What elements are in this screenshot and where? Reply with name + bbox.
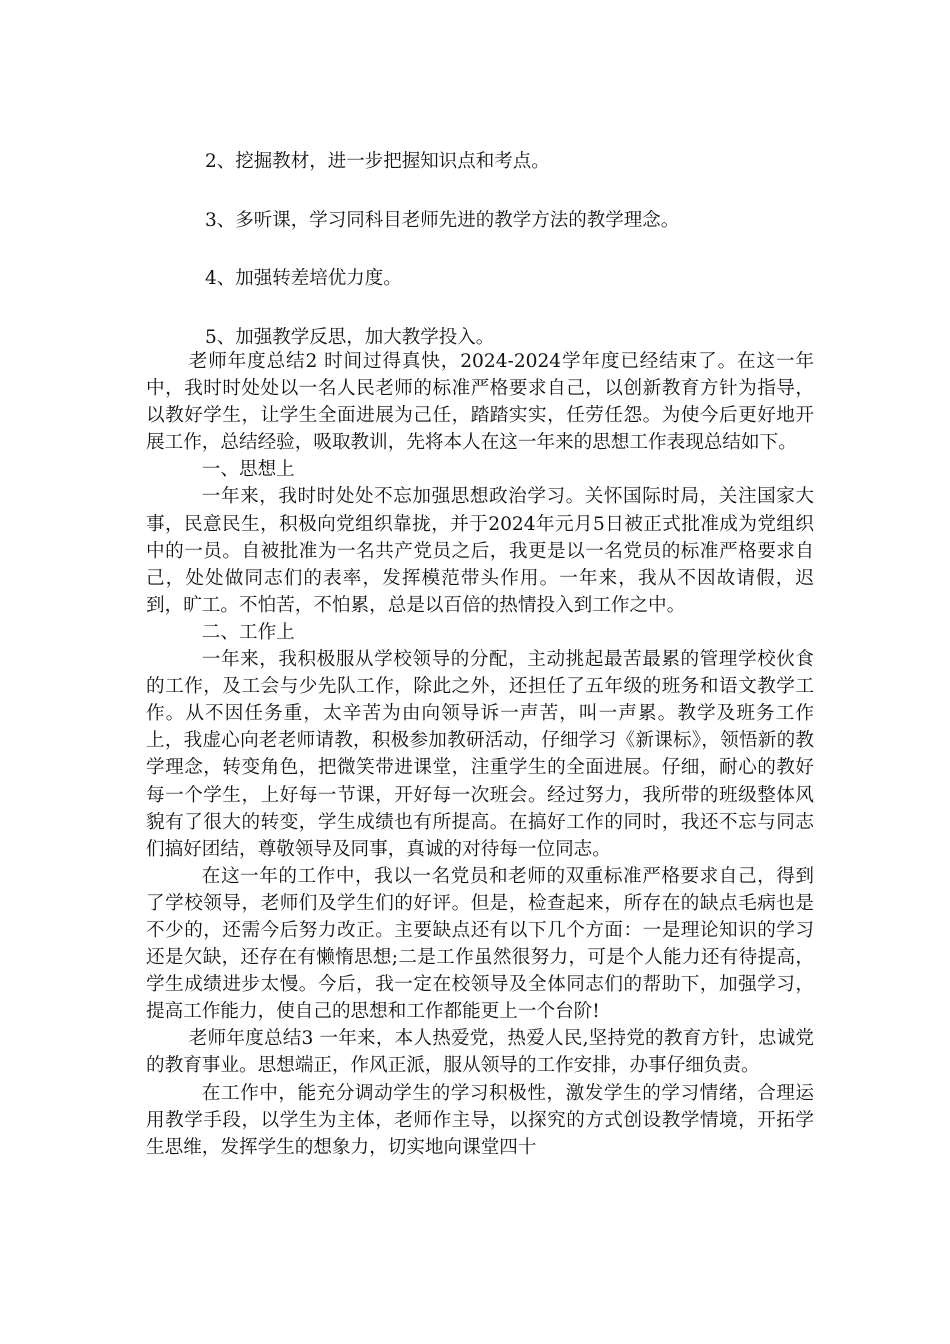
section-heading-work: 二、工作上 xyxy=(201,621,295,643)
self-assessment-paragraph: 在这一年的工作中，我以一名党员和老师的双重标准严格要求自己，得到了学校领导，老师们及学生们的好评。但是，检查起来，所存在的缺点毛病也是不少的，还需今后努力改正。主要缺点还有以下几个方面：一是理论知识的学习还是欠缺，还存在有懒惰思想;二是工作虽然很努力，可是个人能力还有待提高，学生成绩进步太慢。今后，我一定在校领导及全体同志们的帮助下，加强学习，提高工作能力，使自己的思想和工作都能更上一个台阶! xyxy=(146,865,814,1023)
document-body xyxy=(146,348,814,1161)
summary-2-intro-paragraph: 老师年度总结2 时间过得真快，2024-2024学年度已经结束了。在这一年中，我时时处处以一名人民老师的标准严格要求自己，以创新教育方针为指导，以教好学生，让学生全面进展为己任，踏踏实实，任劳任怨。为使今后更好地开展工作，总结经验，吸取教训，先将本人在这一年来的思想工作表现总结如下。 xyxy=(146,351,814,454)
list-item: 3、多听课，学习同科目老师先进的教学方法的教学理念。 xyxy=(205,209,680,231)
summary-3-intro-paragraph: 老师年度总结3 一年来，本人热爱党，热爱人民,坚持党的教育方针，忠诚党的教育事业。思想端正，作风正派，服从领导的工作安排，办事仔细负责。 xyxy=(146,1028,814,1077)
work-paragraph: 一年来，我积极服从学校领导的分配，主动挑起最苦最累的管理学校伙食的工作，及工会与少先队工作，除此之外，还担任了五年级的班务和语文教学工作。从不因任务重，太辛苦为由向领导诉一声苦，叫一声累。教学及班务工作上，我虚心向老老师请教，积极参加教研活动，仔细学习《新课标》，领悟新的教学理念，转变角色，把微笑带进课堂，注重学生的全面进展。仔细，耐心的教好每一个学生，上好每一节课，开好每一次班会。经过努力，我所带的班级整体风貌有了很大的转变，学生成绩也有所提高。在搞好工作的同时，我还不忘与同志们搞好团结，尊敬领导及同事，真诚的对待每一位同志。 xyxy=(146,649,814,860)
teaching-paragraph: 在工作中，能充分调动学生的学习积极性，激发学生的学习情绪，合理运用教学手段，以学生为主体，老师作主导，以探究的方式创设教学情境，开拓学生思维，发挥学生的想象力，切实地向课堂四十 xyxy=(146,1082,814,1158)
list-item: 2、挖掘教材，进一步把握知识点和考点。 xyxy=(205,151,550,172)
section-heading-thought: 一、思想上 xyxy=(201,459,295,481)
thought-paragraph: 一年来，我时时处处不忘加强思想政治学习。关怀国际时局，关注国家大事，民意民生，积极向党组织靠拢，并于2024年元月5日被正式批准成为党组织中的一员。自被批准为一名共产党员之后，我更是以一名党员的标准严格要求自己，处处做同志们的表率，发挥模范带头作用。一年来，我从不因故请假，迟到，旷工。不怕苦，不怕累，总是以百倍的热情投入到工作之中。 xyxy=(146,486,814,616)
list-item: 5、加强教学反思，加大教学投入。 xyxy=(205,326,495,348)
list-item: 4、加强转差培优力度。 xyxy=(205,268,402,289)
